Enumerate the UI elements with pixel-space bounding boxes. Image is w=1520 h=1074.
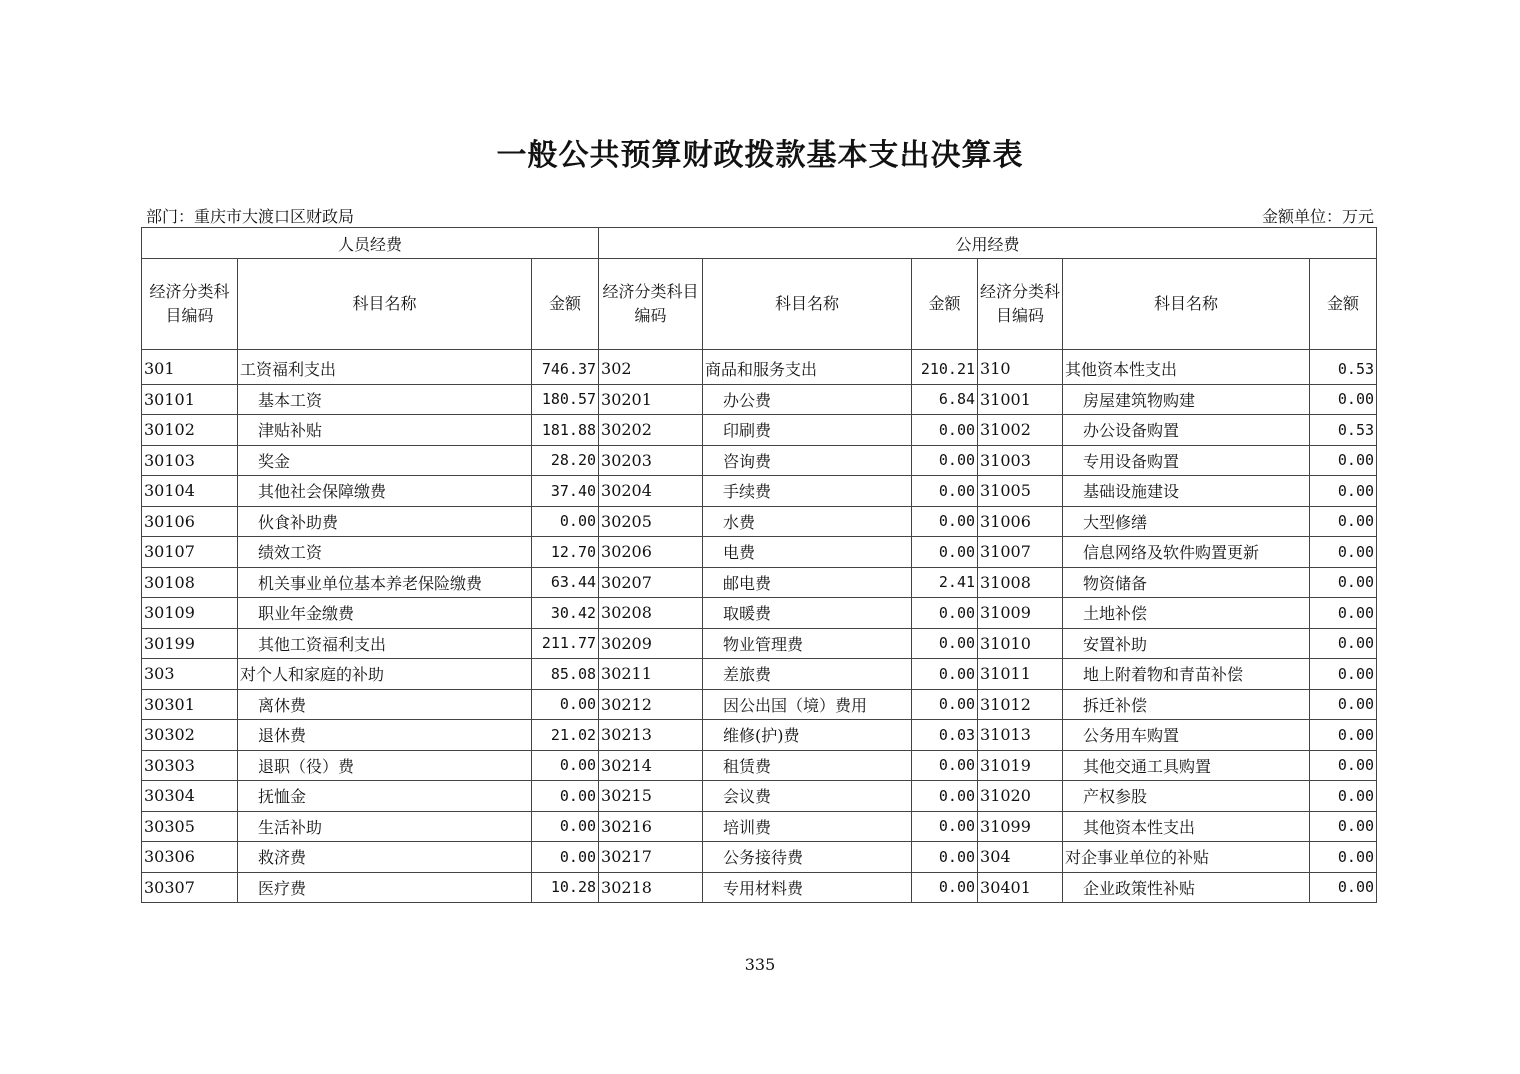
cell-item-name: 基本工资 <box>238 384 532 415</box>
cell-code: 31005 <box>978 476 1063 507</box>
cell-item-name: 工资福利支出 <box>238 350 532 385</box>
cell-amount: 180.57 <box>532 384 599 415</box>
cell-code: 31013 <box>978 720 1063 751</box>
cell-item-name: 其他资本性支出 <box>1063 811 1310 842</box>
cell-code: 31002 <box>978 415 1063 446</box>
cell-code: 30401 <box>978 872 1063 903</box>
cell-item-name: 生活补助 <box>238 811 532 842</box>
cell-code: 30217 <box>599 842 703 873</box>
cell-item-name: 救济费 <box>238 842 532 873</box>
cell-amount: 30.42 <box>532 598 599 629</box>
page-number: 335 <box>744 955 776 974</box>
cell-code: 31020 <box>978 781 1063 812</box>
expenditure-table <box>141 227 1377 903</box>
cell-item-name: 培训费 <box>703 811 912 842</box>
table-row <box>142 350 1377 385</box>
cell-amount: 0.00 <box>1310 750 1377 781</box>
cell-amount: 6.84 <box>912 384 978 415</box>
cell-code: 30101 <box>142 384 238 415</box>
cell-code: 30218 <box>599 872 703 903</box>
cell-amount: 0.00 <box>1310 445 1377 476</box>
cell-amount: 37.40 <box>532 476 599 507</box>
cell-code: 30199 <box>142 628 238 659</box>
cell-item-name: 印刷费 <box>703 415 912 446</box>
cell-item-name: 办公设备购置 <box>1063 415 1310 446</box>
table-row <box>142 537 1377 568</box>
cell-amount: 0.00 <box>1310 720 1377 751</box>
cell-amount: 12.70 <box>532 537 599 568</box>
table-row <box>142 567 1377 598</box>
cell-amount: 10.28 <box>532 872 599 903</box>
cell-amount: 2.41 <box>912 567 978 598</box>
table-row <box>142 384 1377 415</box>
cell-item-name: 取暖费 <box>703 598 912 629</box>
table-row <box>142 598 1377 629</box>
cell-code: 30106 <box>142 506 238 537</box>
cell-item-name: 维修(护)费 <box>703 720 912 751</box>
cell-code: 30216 <box>599 811 703 842</box>
cell-code: 30107 <box>142 537 238 568</box>
cell-code: 30109 <box>142 598 238 629</box>
cell-amount: 0.00 <box>1310 598 1377 629</box>
cell-code: 301 <box>142 350 238 385</box>
cell-item-name: 会议费 <box>703 781 912 812</box>
cell-item-name: 机关事业单位基本养老保险缴费 <box>238 567 532 598</box>
cell-code: 30209 <box>599 628 703 659</box>
cell-item-name: 地上附着物和青苗补偿 <box>1063 659 1310 690</box>
table-row <box>142 750 1377 781</box>
page-title: 一般公共预算财政拨款基本支出决算表 <box>496 138 1024 173</box>
cell-code: 31099 <box>978 811 1063 842</box>
cell-code: 30206 <box>599 537 703 568</box>
table-row <box>142 415 1377 446</box>
cell-amount: 0.00 <box>532 842 599 873</box>
cell-item-name: 对企事业单位的补贴 <box>1063 842 1310 873</box>
cell-amount: 0.53 <box>1310 415 1377 446</box>
cell-item-name: 退休费 <box>238 720 532 751</box>
cell-amount: 181.88 <box>532 415 599 446</box>
cell-code: 30304 <box>142 781 238 812</box>
column-header-name: 科目名称 <box>238 259 532 350</box>
cell-item-name: 绩效工资 <box>238 537 532 568</box>
cell-amount: 28.20 <box>532 445 599 476</box>
cell-item-name: 房屋建筑物购建 <box>1063 384 1310 415</box>
cell-amount: 0.00 <box>912 415 978 446</box>
cell-code: 30306 <box>142 842 238 873</box>
cell-code: 30301 <box>142 689 238 720</box>
column-header-amount: 金额 <box>1310 259 1377 350</box>
cell-item-name: 奖金 <box>238 445 532 476</box>
cell-amount: 0.00 <box>912 506 978 537</box>
cell-code: 31019 <box>978 750 1063 781</box>
cell-code: 30202 <box>599 415 703 446</box>
cell-item-name: 大型修缮 <box>1063 506 1310 537</box>
cell-code: 304 <box>978 842 1063 873</box>
group-header-public: 公用经费 <box>599 228 1377 259</box>
cell-amount: 211.77 <box>532 628 599 659</box>
cell-item-name: 因公出国（境）费用 <box>703 689 912 720</box>
table-row <box>142 689 1377 720</box>
table-row <box>142 811 1377 842</box>
cell-item-name: 伙食补助费 <box>238 506 532 537</box>
cell-item-name: 物业管理费 <box>703 628 912 659</box>
cell-code: 30303 <box>142 750 238 781</box>
cell-item-name: 土地补偿 <box>1063 598 1310 629</box>
cell-amount: 0.03 <box>912 720 978 751</box>
cell-item-name: 商品和服务支出 <box>703 350 912 385</box>
cell-amount: 0.00 <box>912 750 978 781</box>
column-header-code: 经济分类科目编码 <box>142 259 238 350</box>
cell-amount: 0.00 <box>912 445 978 476</box>
cell-amount: 0.00 <box>912 598 978 629</box>
cell-amount: 0.00 <box>912 872 978 903</box>
cell-item-name: 邮电费 <box>703 567 912 598</box>
cell-code: 30103 <box>142 445 238 476</box>
cell-item-name: 医疗费 <box>238 872 532 903</box>
cell-code: 30215 <box>599 781 703 812</box>
cell-amount: 0.53 <box>1310 350 1377 385</box>
department-label: 部门：重庆市大渡口区财政局 <box>146 207 355 226</box>
cell-item-name: 对个人和家庭的补助 <box>238 659 532 690</box>
cell-code: 302 <box>599 350 703 385</box>
cell-item-name: 物资储备 <box>1063 567 1310 598</box>
cell-amount: 0.00 <box>532 689 599 720</box>
cell-amount: 0.00 <box>532 750 599 781</box>
cell-amount: 0.00 <box>1310 506 1377 537</box>
cell-code: 31011 <box>978 659 1063 690</box>
cell-item-name: 产权参股 <box>1063 781 1310 812</box>
cell-item-name: 其他交通工具购置 <box>1063 750 1310 781</box>
column-header-code: 经济分类科目编码 <box>978 259 1063 350</box>
cell-item-name: 其他工资福利支出 <box>238 628 532 659</box>
cell-code: 31007 <box>978 537 1063 568</box>
cell-item-name: 拆迁补偿 <box>1063 689 1310 720</box>
cell-amount: 746.37 <box>532 350 599 385</box>
cell-amount: 0.00 <box>912 781 978 812</box>
cell-item-name: 职业年金缴费 <box>238 598 532 629</box>
cell-amount: 85.08 <box>532 659 599 690</box>
cell-code: 30203 <box>599 445 703 476</box>
cell-code: 31010 <box>978 628 1063 659</box>
column-header-amount: 金额 <box>532 259 599 350</box>
cell-amount: 0.00 <box>1310 476 1377 507</box>
cell-code: 30201 <box>599 384 703 415</box>
table-row <box>142 628 1377 659</box>
cell-item-name: 津贴补贴 <box>238 415 532 446</box>
table-body <box>142 350 1377 903</box>
cell-code: 303 <box>142 659 238 690</box>
cell-code: 30108 <box>142 567 238 598</box>
cell-code: 31006 <box>978 506 1063 537</box>
cell-amount: 0.00 <box>912 689 978 720</box>
cell-amount: 0.00 <box>1310 537 1377 568</box>
cell-amount: 0.00 <box>532 811 599 842</box>
table-row <box>142 842 1377 873</box>
cell-amount: 210.21 <box>912 350 978 385</box>
cell-item-name: 退职（役）费 <box>238 750 532 781</box>
cell-item-name: 手续费 <box>703 476 912 507</box>
column-header-amount: 金额 <box>912 259 978 350</box>
cell-code: 30211 <box>599 659 703 690</box>
cell-amount: 0.00 <box>1310 384 1377 415</box>
cell-code: 31012 <box>978 689 1063 720</box>
table-row <box>142 506 1377 537</box>
cell-item-name: 其他资本性支出 <box>1063 350 1310 385</box>
cell-code: 30305 <box>142 811 238 842</box>
cell-item-name: 租赁费 <box>703 750 912 781</box>
cell-amount: 0.00 <box>1310 842 1377 873</box>
table-row <box>142 445 1377 476</box>
cell-code: 30302 <box>142 720 238 751</box>
table-row <box>142 720 1377 751</box>
cell-code: 30213 <box>599 720 703 751</box>
cell-item-name: 公务接待费 <box>703 842 912 873</box>
cell-item-name: 专用设备购置 <box>1063 445 1310 476</box>
cell-item-name: 抚恤金 <box>238 781 532 812</box>
cell-amount: 0.00 <box>912 628 978 659</box>
cell-amount: 0.00 <box>1310 628 1377 659</box>
cell-code: 310 <box>978 350 1063 385</box>
cell-code: 30307 <box>142 872 238 903</box>
cell-code: 30204 <box>599 476 703 507</box>
cell-amount: 0.00 <box>1310 872 1377 903</box>
table-row <box>142 659 1377 690</box>
cell-amount: 0.00 <box>532 506 599 537</box>
cell-amount: 0.00 <box>1310 689 1377 720</box>
cell-amount: 0.00 <box>912 659 978 690</box>
cell-item-name: 基础设施建设 <box>1063 476 1310 507</box>
cell-code: 30104 <box>142 476 238 507</box>
cell-code: 30205 <box>599 506 703 537</box>
cell-code: 30208 <box>599 598 703 629</box>
column-header-name: 科目名称 <box>703 259 912 350</box>
cell-item-name: 其他社会保障缴费 <box>238 476 532 507</box>
unit-label: 金额单位：万元 <box>1261 207 1374 226</box>
cell-amount: 63.44 <box>532 567 599 598</box>
cell-item-name: 离休费 <box>238 689 532 720</box>
cell-code: 31008 <box>978 567 1063 598</box>
cell-code: 31003 <box>978 445 1063 476</box>
cell-code: 30102 <box>142 415 238 446</box>
cell-amount: 0.00 <box>912 811 978 842</box>
cell-item-name: 水费 <box>703 506 912 537</box>
cell-item-name: 差旅费 <box>703 659 912 690</box>
cell-amount: 0.00 <box>1310 659 1377 690</box>
column-header-code: 经济分类科目编码 <box>599 259 703 350</box>
cell-amount: 0.00 <box>912 476 978 507</box>
table-row <box>142 476 1377 507</box>
table-row <box>142 781 1377 812</box>
cell-amount: 0.00 <box>532 781 599 812</box>
group-header-personnel: 人员经费 <box>142 228 599 259</box>
cell-amount: 0.00 <box>1310 781 1377 812</box>
cell-amount: 21.02 <box>532 720 599 751</box>
cell-code: 30212 <box>599 689 703 720</box>
cell-code: 31009 <box>978 598 1063 629</box>
cell-amount: 0.00 <box>912 537 978 568</box>
cell-item-name: 专用材料费 <box>703 872 912 903</box>
cell-item-name: 公务用车购置 <box>1063 720 1310 751</box>
cell-item-name: 办公费 <box>703 384 912 415</box>
cell-amount: 0.00 <box>912 842 978 873</box>
cell-item-name: 电费 <box>703 537 912 568</box>
column-header-name: 科目名称 <box>1063 259 1310 350</box>
cell-item-name: 信息网络及软件购置更新 <box>1063 537 1310 568</box>
cell-code: 30214 <box>599 750 703 781</box>
cell-item-name: 咨询费 <box>703 445 912 476</box>
cell-code: 30207 <box>599 567 703 598</box>
cell-amount: 0.00 <box>1310 567 1377 598</box>
cell-item-name: 安置补助 <box>1063 628 1310 659</box>
cell-item-name: 企业政策性补贴 <box>1063 872 1310 903</box>
table-row <box>142 872 1377 903</box>
cell-code: 31001 <box>978 384 1063 415</box>
cell-amount: 0.00 <box>1310 811 1377 842</box>
